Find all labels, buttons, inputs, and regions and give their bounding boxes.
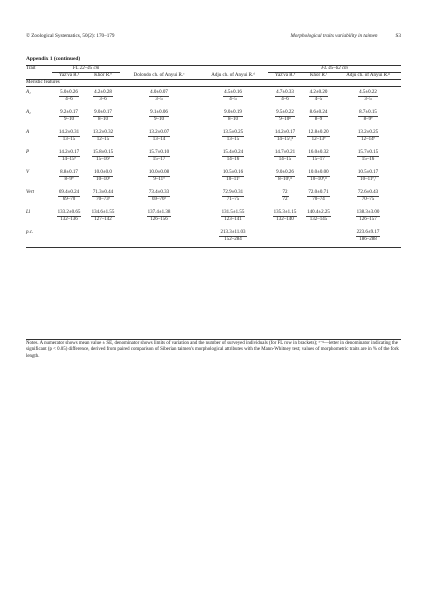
cell-range: 123–141 xyxy=(224,217,242,222)
table-cell xyxy=(86,207,120,227)
cell-range: 3–5 xyxy=(364,97,372,102)
cell-range: 13–15 xyxy=(62,137,76,142)
cell-mean: 69.4±0.24 xyxy=(58,190,80,195)
cell-range: 10–11ᵉ,ᶠ xyxy=(360,177,376,182)
cell-mean: 12.8±0.20 xyxy=(308,130,329,135)
cell-mean: 16.0±0.32 xyxy=(308,150,329,155)
cell-mean: 4.0±0.07 xyxy=(150,90,168,95)
table-cell xyxy=(52,227,86,248)
cell-mean: 9.2±0.17 xyxy=(60,110,78,115)
table-row xyxy=(26,167,401,187)
cell-mean: 72 xyxy=(282,190,288,195)
cell-mean: 14.7±0.21 xyxy=(274,150,296,155)
table-cell xyxy=(198,207,268,227)
cell-mean: 137.4±1.38 xyxy=(147,210,171,215)
table-row xyxy=(26,127,401,147)
table-cell xyxy=(302,227,335,248)
cell-mean: 73.4±0.33 xyxy=(148,190,170,195)
row-label: Vert xyxy=(26,190,35,195)
cell-mean: 9.5±0.22 xyxy=(276,110,294,115)
table-cell xyxy=(302,187,335,207)
table-cell xyxy=(198,147,268,167)
cell-mean: 15.4±0.24 xyxy=(222,150,244,155)
table-cell xyxy=(86,127,120,147)
table-cell xyxy=(120,107,198,127)
cell-mean: 14.2±0.17 xyxy=(58,150,80,155)
cell-range: 9–10 xyxy=(154,117,165,122)
cell-mean: 133.2±0.65 xyxy=(57,210,81,215)
traits-table xyxy=(26,65,401,248)
cell-range: 69–76ᵈ xyxy=(151,197,167,202)
column-header: Khor R.ᶠ xyxy=(302,73,335,80)
cell-mean: 5.0±0.26 xyxy=(60,90,78,95)
cell-mean: 10.0±0.08 xyxy=(148,170,170,175)
table-cell xyxy=(198,167,268,187)
table-cell xyxy=(198,107,268,127)
row-label: V xyxy=(26,170,30,175)
table-cell xyxy=(268,207,302,227)
cell-range: 14–15ᶠ,ᵍ xyxy=(276,137,294,142)
cell-mean: 9.0±0.19 xyxy=(224,110,242,115)
cell-mean: 72.0±0.71 xyxy=(308,190,329,195)
cell-mean: 71.3±0.44 xyxy=(92,190,114,195)
cell-mean: 213.3±11.03 xyxy=(220,230,246,235)
cell-mean: 15.7±0.15 xyxy=(357,150,379,155)
cell-mean: 4.2±0.28 xyxy=(94,90,112,95)
table-cell xyxy=(52,107,86,127)
table-cell xyxy=(302,167,335,187)
table-cell xyxy=(198,87,268,108)
cell-range: 12–13ᵉ xyxy=(311,137,326,142)
row-label: p.c. xyxy=(26,227,52,248)
cell-mean: 134.6±1.55 xyxy=(91,210,115,215)
cell-range: 15–16 xyxy=(361,157,375,162)
cell-range: 8–9ᵇ xyxy=(64,177,74,182)
cell-range: 10–10ᵉ,ᵍ xyxy=(310,177,327,182)
cell-range: 10–11ᶜ xyxy=(226,177,240,182)
cell-mean: 10.0±0.0 xyxy=(94,170,112,175)
cell-mean: 10.5±0.16 xyxy=(222,170,244,175)
column-header: Yaz'va R.ᵃ xyxy=(52,73,86,80)
table-cell xyxy=(86,87,120,108)
table-row xyxy=(26,227,401,248)
cell-range: 132–145 xyxy=(309,217,328,222)
cell-mean: 138.3±3.00 xyxy=(356,210,380,215)
table-cell xyxy=(120,207,198,227)
table-row xyxy=(26,187,401,207)
cell-mean: 9.1±0.06 xyxy=(150,110,168,115)
cell-range: 14–15ᵇ xyxy=(61,157,77,162)
cell-mean: 72.6±0.43 xyxy=(357,190,379,195)
table-cell xyxy=(302,127,335,147)
cell-range: 70–73ᵃ xyxy=(96,197,110,202)
cell-range: 8–10 xyxy=(228,117,239,122)
trait-header: Trait xyxy=(26,66,52,73)
table-cell xyxy=(302,207,335,227)
group1-header: FL 22–45 cm xyxy=(52,66,120,73)
table-cell xyxy=(198,187,268,207)
cell-range: 9–11ᵈ xyxy=(153,177,165,182)
table-row xyxy=(26,207,401,227)
table-cell xyxy=(268,147,302,167)
cell-mean: 4.5±0.22 xyxy=(359,90,377,95)
table-cell xyxy=(120,187,198,207)
cell-range: 14–15 xyxy=(278,157,292,162)
cell-range: 152–284 xyxy=(224,237,242,242)
cell-mean: 9.0±0.26 xyxy=(276,170,294,175)
cell-mean: 15.7±0.10 xyxy=(148,150,170,155)
cell-range: 4–6 xyxy=(281,97,289,102)
table-row xyxy=(26,107,401,127)
cell-range: 72 xyxy=(282,197,288,202)
table-cell xyxy=(120,227,198,248)
cell-range: 4–5 xyxy=(229,97,237,102)
cell-mean: 13.2±0.25 xyxy=(357,130,379,135)
cell-range: 186–288 xyxy=(359,237,377,242)
table-cell xyxy=(268,87,302,108)
cell-mean: 9.0±0.17 xyxy=(94,110,112,115)
cell-range: 12–15 xyxy=(96,137,110,142)
column-header: Dolondo ch. of Anyui R.ᶜ xyxy=(120,73,198,80)
cell-range: 126–156 xyxy=(150,217,168,222)
cell-mean: 4.5±0.16 xyxy=(224,90,242,95)
cell-range: 132–136 xyxy=(60,217,78,222)
cell-mean: 8.8±0.17 xyxy=(60,170,78,175)
table-cell xyxy=(120,127,198,147)
table-cell xyxy=(120,87,198,108)
page-number: S3 xyxy=(395,33,401,39)
row-label: Ll xyxy=(26,210,31,215)
table-cell xyxy=(120,167,198,187)
cell-mean: 13.5±0.25 xyxy=(222,130,244,135)
table-cell xyxy=(198,227,268,248)
table-cell xyxy=(52,187,86,207)
cell-range: 13–15 xyxy=(226,137,240,142)
table-row xyxy=(26,87,401,108)
table-cell xyxy=(335,167,401,187)
cell-mean: 14.2±0.17 xyxy=(274,130,296,135)
table-cell xyxy=(86,107,120,127)
column-header: Adju ch. of Anyui R.ᵈ xyxy=(198,73,268,80)
cell-range: 9–10ᵍ xyxy=(279,117,291,122)
table-cell xyxy=(52,207,86,227)
cell-mean: 4.7±0.33 xyxy=(276,90,294,95)
cell-range: 71–75 xyxy=(226,197,240,202)
cell-range: 15–17 xyxy=(152,157,166,162)
row-label: A xyxy=(26,130,30,135)
table-cell xyxy=(335,107,401,127)
cell-range: 15–16ᵃ xyxy=(96,157,110,162)
cell-range: 9–10 xyxy=(64,117,74,122)
cell-range: 69–70 xyxy=(62,197,76,202)
cell-range: 4–5 xyxy=(314,97,323,102)
cell-range: 70–75 xyxy=(361,197,375,202)
cell-mean: 13.2±0.32 xyxy=(92,130,114,135)
table-notes: Notes. A numerator shows mean value ± SE, denominator shows limits of variation and the number of surveyed individuals (for FL row in brackets); ᵃ⁻ᵍ—letter in denominator indicating the significant (p < 0.05) difference, derived from paired comparison of Siberian taimen's morphological attributes with the Mann-Whitney test; values of morphometric traits are in % of the fork length. xyxy=(26,339,401,360)
table-cell xyxy=(86,187,120,207)
table-cell xyxy=(52,167,86,187)
table-cell xyxy=(268,227,302,248)
group2-header: FL 45–62 cm xyxy=(268,66,401,73)
cell-mean: 15.8±0.15 xyxy=(92,150,114,155)
cell-mean: 8.6±0.24 xyxy=(309,110,328,115)
cell-range: 4–6 xyxy=(65,97,73,102)
row-label: A₂ xyxy=(26,110,31,115)
cell-range: 8–10 xyxy=(98,117,108,122)
running-title: Morphological traits variability in taimen S3 xyxy=(290,33,401,39)
cell-range: 3–6 xyxy=(99,97,107,102)
table-cell xyxy=(302,147,335,167)
cell-range: 14–16 xyxy=(226,157,240,162)
cell-mean: 131.5±1.55 xyxy=(221,210,245,215)
appendix-title: Appendix 1 (continued) xyxy=(26,56,81,62)
row-label: P xyxy=(26,150,30,155)
cell-range: 10–10ᵃ xyxy=(96,177,110,182)
cell-mean: 13.2±0.07 xyxy=(148,130,170,135)
table-cell xyxy=(335,87,401,108)
page-header xyxy=(26,33,401,43)
cell-range: 15–17 xyxy=(312,157,325,162)
cell-range: 8–9ᵉ xyxy=(363,117,373,122)
cell-range: 8–9 xyxy=(314,117,323,122)
table-cell xyxy=(52,127,86,147)
table-cell xyxy=(302,107,335,127)
table-cell xyxy=(302,87,335,108)
cell-range: 13–14 xyxy=(152,137,166,142)
cell-range: 12–14ᵉ xyxy=(361,137,375,142)
table-cell xyxy=(86,227,120,248)
cell-mean: 140.4±2.25 xyxy=(307,210,330,215)
cell-mean: 8.7±0.15 xyxy=(359,110,377,115)
table-cell xyxy=(335,227,401,248)
row-label: A₁ xyxy=(26,90,31,95)
cell-mean: 4.2±0.20 xyxy=(309,90,328,95)
cell-range: 132–140 xyxy=(276,217,294,222)
table-cell xyxy=(268,167,302,187)
column-header: Adju ch. of Anyui R.ᵍ xyxy=(335,73,401,80)
cell-mean: 10.0±0.00 xyxy=(308,170,329,175)
table-cell xyxy=(120,147,198,167)
cell-mean: 135.3±1.15 xyxy=(273,210,297,215)
cell-mean: 14.2±0.31 xyxy=(58,130,80,135)
table-cell xyxy=(52,147,86,167)
table-cell xyxy=(335,207,401,227)
table-cell xyxy=(335,147,401,167)
cell-range: 70–74 xyxy=(312,197,325,202)
journal-citation: © Zoological Systematics, 50(2): 170–179 xyxy=(26,33,115,39)
column-header: Yaz'va R.ᵉ xyxy=(268,73,302,80)
table-cell xyxy=(335,127,401,147)
table-cell xyxy=(268,107,302,127)
table-row xyxy=(26,147,401,167)
column-header: Khor R.ᵇ xyxy=(86,73,120,80)
table-cell xyxy=(86,167,120,187)
cell-mean: 223.6±9.17 xyxy=(356,230,380,235)
cell-range: 126–157 xyxy=(359,217,377,222)
table-cell xyxy=(198,127,268,147)
cell-range: 8–10ᶠ,ᵍ xyxy=(278,177,292,182)
section-label: Meristic features xyxy=(26,80,401,87)
table-cell xyxy=(268,127,302,147)
cell-range: 127–142 xyxy=(94,217,112,222)
table-cell xyxy=(268,187,302,207)
table-cell xyxy=(86,147,120,167)
cell-range: 3–5 xyxy=(155,97,163,102)
cell-mean: 10.5±0.17 xyxy=(357,170,379,175)
table-cell xyxy=(335,187,401,207)
cell-mean: 72.9±0.31 xyxy=(222,190,244,195)
table-cell xyxy=(52,87,86,108)
